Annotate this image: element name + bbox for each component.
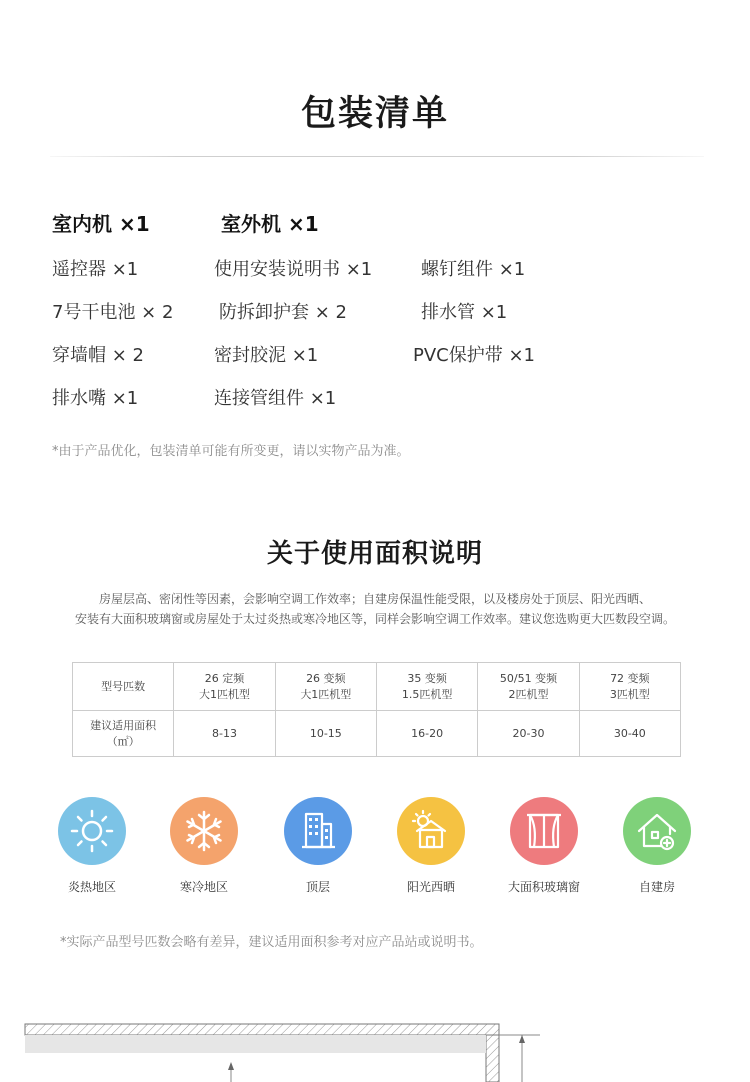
packing-item: 螺钉组件 ×1: [421, 259, 526, 280]
packing-item: 连接管组件 ×1: [214, 388, 337, 409]
table-row-label: 建议适用面积 （㎡）: [73, 711, 174, 757]
snowflake-icon: [170, 797, 238, 865]
packing-item: PVC保护带 ×1: [413, 345, 535, 366]
packing-item: 排水嘴 ×1: [52, 388, 139, 409]
packing-item: 密封胶泥 ×1: [214, 345, 319, 366]
area-note: *实际产品型号匹数会略有差异，建议适用面积参考对应产品站或说明书。: [60, 935, 483, 950]
title-divider: [50, 156, 704, 157]
table-header-cell: 26 变频 大1匹机型: [275, 663, 376, 711]
packing-item: 防拆卸护套 × 2: [219, 302, 347, 323]
table-header-label: 型号匹数: [73, 663, 174, 711]
area-section-title: 关于使用面积说明: [266, 539, 483, 569]
sun-icon: [58, 797, 126, 865]
table-row: [73, 663, 681, 711]
table-cell: 20-30: [478, 711, 579, 757]
table-cell: 30-40: [579, 711, 680, 757]
area-description-line1: 房屋层高、密闭性等因素，会影响空调工作效率；自建房保温性能受限，以及楼房处于顶层、阳光西晒、: [98, 592, 651, 606]
building-icon: [284, 797, 352, 865]
table-header-cell: 72 变频 3匹机型: [579, 663, 680, 711]
packing-item: 排水管 ×1: [421, 302, 508, 323]
icon-label: 大面积玻璃窗: [507, 880, 580, 894]
area-table: [72, 662, 681, 757]
table-cell: 8-13: [174, 711, 275, 757]
curtain-window-icon: [510, 797, 578, 865]
area-description-line2: 安装有大面积玻璃窗或房屋处于太过炎热或寒冷地区等，同样会影响空调工作效率。建议您选购更大匹数段空调。: [74, 612, 675, 626]
packing-item: 使用安装说明书 ×1: [214, 259, 373, 280]
icon-label: 阳光西晒: [406, 880, 455, 894]
table-header-cell: 26 定频 大1匹机型: [174, 663, 275, 711]
icon-label: 顶层: [305, 880, 330, 894]
table-header-cell: 50/51 变频 2匹机型: [478, 663, 579, 711]
icon-label: 寒冷地区: [179, 880, 228, 894]
packing-item: 遥控器 ×1: [52, 259, 139, 280]
packing-item-outdoor-unit: 室外机 ×1: [221, 212, 319, 236]
sunny-house-icon: [397, 797, 465, 865]
icon-label: 炎热地区: [67, 880, 116, 894]
table-cell: 10-15: [275, 711, 376, 757]
packing-item: 穿墙帽 × 2: [52, 345, 144, 366]
house-plus-icon: [623, 797, 691, 865]
table-cell: 16-20: [376, 711, 477, 757]
packing-item: 7号干电池 × 2: [52, 302, 174, 323]
packing-item-indoor-unit: 室内机 ×1: [52, 212, 150, 236]
icon-label: 自建房: [638, 880, 675, 894]
table-header-cell: 35 变频 1.5匹机型: [376, 663, 477, 711]
packing-list-title: 包装清单: [300, 94, 449, 134]
table-row: [73, 711, 681, 757]
packing-note: *由于产品优化，包装清单可能有所变更，请以实物产品为准。: [52, 444, 410, 459]
installation-diagram: [0, 1010, 750, 1082]
